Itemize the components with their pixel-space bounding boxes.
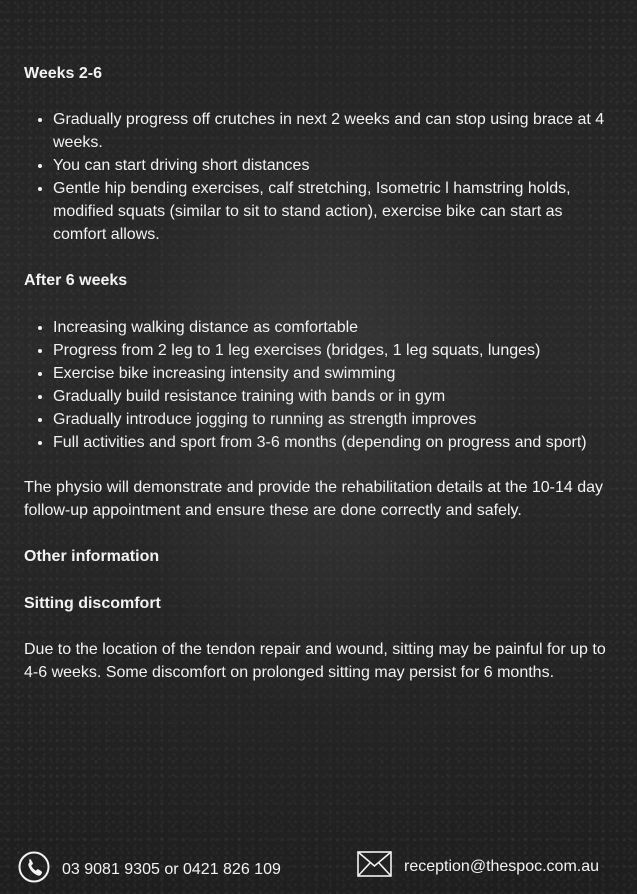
- list-item: • Progress from 2 leg to 1 leg exercises (bridges, 1 leg squats, lunges): [53, 339, 614, 362]
- list-item: • Full activities and sport from 3-6 months (depending on progress and sport): [53, 431, 614, 454]
- phone-icon: [18, 851, 50, 888]
- email-contact[interactable]: [357, 851, 599, 882]
- list-item: • Increasing walking distance as comfortable: [53, 316, 614, 339]
- list-item: • Gentle hip bending exercises, calf stretching, Isometric l hamstring holds, modified squats (similar to sit to stand action), exercise bike can start as comfort allows.: [53, 177, 614, 246]
- contact-footer: [0, 848, 637, 888]
- list-item: • You can start driving short distances: [53, 154, 614, 177]
- after-list: [24, 316, 614, 454]
- other-info-heading: Other information: [24, 548, 160, 565]
- list-item: • Gradually progress off crutches in next 2 weeks and can stop using brace at 4 weeks.: [53, 108, 614, 154]
- document-body: [24, 62, 614, 684]
- sitting-heading: Sitting discomfort: [24, 595, 161, 612]
- after-heading: After 6 weeks: [24, 272, 128, 289]
- email-address: reception@thespoc.com.au: [404, 857, 600, 875]
- list-item: • Exercise bike increasing intensity and swimming: [53, 362, 614, 385]
- sitting-paragraph: Due to the location of the tendon repair and wound, sitting may be painful for up to 4-6 weeks. Some discomfort on prolonged sitting may persist for 6 months.: [24, 641, 606, 681]
- weeks-heading: Weeks 2-6: [24, 65, 102, 82]
- list-item: • Gradually build resistance training with bands or in gym: [53, 385, 614, 408]
- weeks-list: [24, 108, 614, 246]
- physio-paragraph: The physio will demonstrate and provide the rehabilitation details at the 10-14 day follow-up appointment and ensure these are done correctly and safely.: [24, 479, 604, 519]
- envelope-icon: [357, 851, 392, 882]
- phone-contact[interactable]: [18, 851, 281, 888]
- list-item: • Gradually introduce jogging to running as strength improves: [53, 408, 614, 431]
- phone-number: 03 9081 9305 or 0421 826 109: [62, 860, 281, 878]
